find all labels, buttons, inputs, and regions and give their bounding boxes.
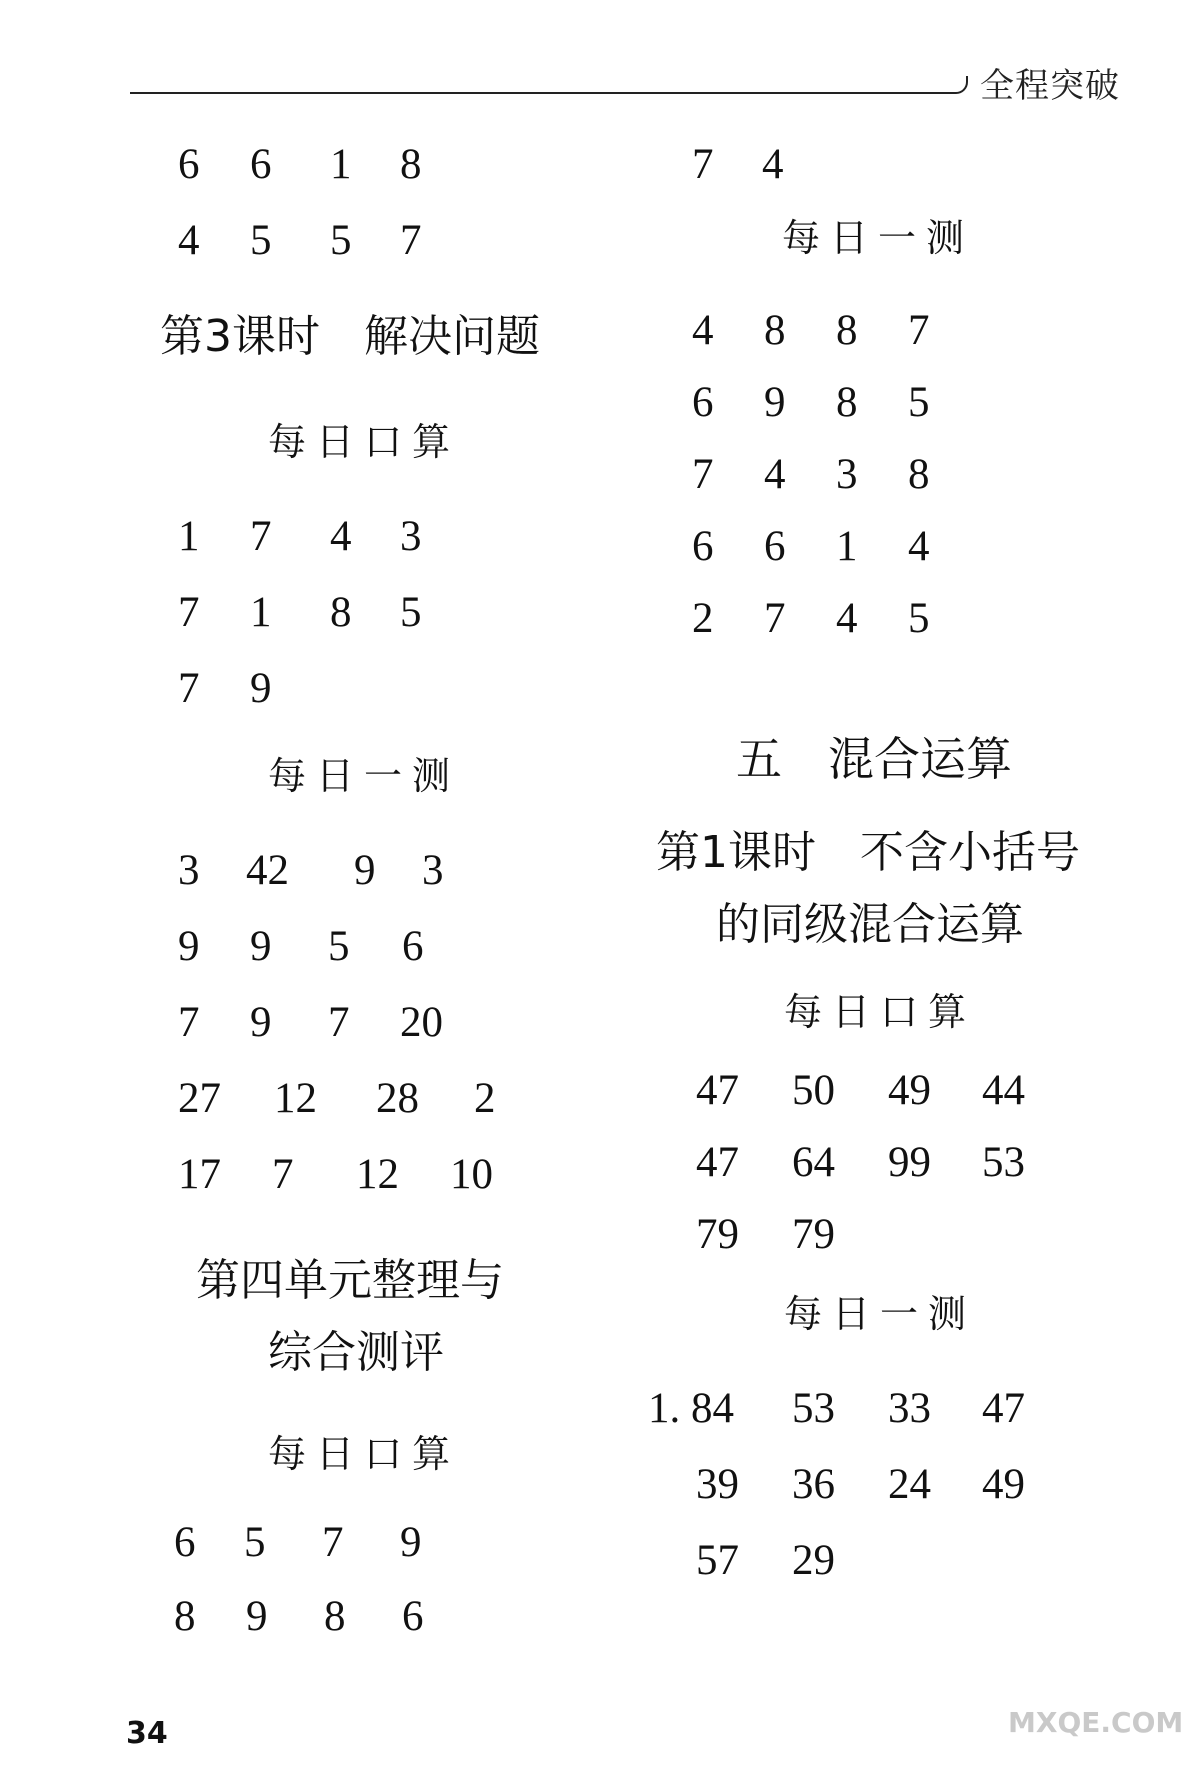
- answer-cell: 7: [322, 1519, 344, 1566]
- answer-row: [178, 1150, 518, 1200]
- answer-cell: 5: [330, 217, 352, 264]
- answer-cell: 49: [888, 1067, 931, 1114]
- answer-cell: 47: [696, 1067, 739, 1114]
- answer-cell: 3: [422, 847, 444, 894]
- answer-cell: 2: [692, 595, 714, 642]
- answer-cell: 5: [328, 923, 350, 970]
- answer-cell: 8: [836, 307, 858, 354]
- answer-row: [692, 450, 1012, 500]
- answer-cell: 7: [692, 141, 714, 188]
- answer-cell: 8: [400, 141, 422, 188]
- answer-row: [692, 522, 1012, 572]
- answer-row: [648, 1384, 1028, 1434]
- answer-cell: 6: [692, 523, 714, 570]
- header-brand: 全程突破: [980, 66, 1120, 106]
- answer-cell: 12: [356, 1151, 399, 1198]
- answer-cell: 4: [836, 595, 858, 642]
- answer-cell: 6: [174, 1519, 196, 1566]
- answer-cell: 7: [272, 1151, 294, 1198]
- answer-cell: 1: [250, 589, 272, 636]
- answer-cell: 53: [982, 1139, 1025, 1186]
- answer-row: [174, 1592, 494, 1642]
- answer-cell: 47: [696, 1139, 739, 1186]
- answer-cell: 4: [330, 513, 352, 560]
- answer-cell: 5: [250, 217, 272, 264]
- answer-cell: 9: [400, 1519, 422, 1566]
- answer-cell: 33: [888, 1385, 931, 1432]
- answer-cell: 5: [908, 595, 930, 642]
- answer-cell: 7: [178, 589, 200, 636]
- answer-row: [692, 306, 1012, 356]
- answer-cell: 4: [692, 307, 714, 354]
- answer-cell: 3: [400, 513, 422, 560]
- unit-title-line-1: 第四单元整理与: [196, 1255, 504, 1306]
- answer-cell: 36: [792, 1461, 835, 1508]
- answer-row: [174, 1518, 494, 1568]
- answer-row: [178, 998, 518, 1048]
- answer-cell: 7: [328, 999, 350, 1046]
- answer-cell: 9: [178, 923, 200, 970]
- answer-cell: 99: [888, 1139, 931, 1186]
- answer-row: [692, 594, 1012, 644]
- answer-cell: 1: [330, 141, 352, 188]
- section-daily-calc: 每日口算: [268, 1432, 461, 1476]
- answer-row: [696, 1210, 1056, 1260]
- answer-cell: 24: [888, 1461, 931, 1508]
- answer-cell: 4: [764, 451, 786, 498]
- answer-cell: 79: [696, 1211, 739, 1258]
- section-daily-calc: 每日口算: [268, 420, 461, 464]
- answer-cell: 5: [908, 379, 930, 426]
- answer-cell: 27: [178, 1075, 221, 1122]
- answer-cell: 8: [330, 589, 352, 636]
- answer-row: [696, 1536, 1056, 1586]
- answer-cell: 6: [402, 1593, 424, 1640]
- answer-cell: 4: [178, 217, 200, 264]
- answer-cell: 7: [178, 999, 200, 1046]
- answer-cell: 28: [376, 1075, 419, 1122]
- answer-row: [696, 1066, 1056, 1116]
- answer-cell: 9: [250, 665, 272, 712]
- answer-cell: 4: [762, 141, 784, 188]
- answer-cell: 8: [836, 379, 858, 426]
- answer-row: [696, 1460, 1056, 1510]
- answer-cell: 4: [908, 523, 930, 570]
- answer-cell: 5: [244, 1519, 266, 1566]
- answer-cell: 5: [400, 589, 422, 636]
- answer-cell: 7: [692, 451, 714, 498]
- answer-cell: 42: [246, 847, 289, 894]
- answer-cell: 6: [692, 379, 714, 426]
- answer-cell: 64: [792, 1139, 835, 1186]
- answer-cell: 6: [178, 141, 200, 188]
- answer-cell: 2: [474, 1075, 496, 1122]
- answer-cell: 1: [836, 523, 858, 570]
- answer-cell: 44: [982, 1067, 1025, 1114]
- answer-cell: 7: [764, 595, 786, 642]
- answer-cell: 9: [250, 923, 272, 970]
- answer-row: [178, 922, 518, 972]
- answer-cell: 8: [174, 1593, 196, 1640]
- answer-cell: 9: [764, 379, 786, 426]
- answer-row: [696, 1138, 1056, 1188]
- answer-cell: 10: [450, 1151, 493, 1198]
- answer-cell: 6: [764, 523, 786, 570]
- answer-cell: 50: [792, 1067, 835, 1114]
- answer-cell: 9: [354, 847, 376, 894]
- answer-row: [692, 378, 1012, 428]
- answer-cell: 8: [324, 1593, 346, 1640]
- answer-cell: 1. 84: [648, 1385, 734, 1432]
- answer-cell: 3: [836, 451, 858, 498]
- header-rule: [130, 92, 956, 94]
- section-daily-test: 每日一测: [784, 1292, 977, 1336]
- answer-cell: 6: [402, 923, 424, 970]
- answer-cell: 6: [250, 141, 272, 188]
- answer-cell: 39: [696, 1461, 739, 1508]
- watermark: MXQE.COM: [1008, 1706, 1184, 1739]
- answer-row: [178, 664, 498, 714]
- answer-row: [178, 1074, 518, 1124]
- answer-row: [178, 588, 498, 638]
- section-daily-test: 每日一测: [268, 754, 461, 798]
- answer-cell: 7: [908, 307, 930, 354]
- answer-cell: 17: [178, 1151, 221, 1198]
- answer-cell: 12: [274, 1075, 317, 1122]
- answer-row: [178, 216, 498, 266]
- answer-cell: 9: [246, 1593, 268, 1640]
- answer-row: [178, 140, 498, 190]
- answer-cell: 79: [792, 1211, 835, 1258]
- answer-cell: 20: [400, 999, 443, 1046]
- answer-cell: 8: [764, 307, 786, 354]
- answer-cell: 49: [982, 1461, 1025, 1508]
- section-daily-test: 每日一测: [782, 216, 975, 260]
- answer-row: [178, 512, 498, 562]
- answer-cell: 57: [696, 1537, 739, 1584]
- lesson-title-line-2: 的同级混合运算: [716, 899, 1024, 950]
- answer-cell: 1: [178, 513, 200, 560]
- lesson-title-line-1: 第1课时 不含小括号: [656, 827, 1080, 878]
- answer-cell: 7: [178, 665, 200, 712]
- answer-cell: 3: [178, 847, 200, 894]
- header-rule-hook: [952, 76, 968, 94]
- page-number: 34: [126, 1716, 168, 1751]
- answer-cell: 53: [792, 1385, 835, 1432]
- answer-cell: 7: [250, 513, 272, 560]
- answer-row: [178, 846, 518, 896]
- answer-cell: 8: [908, 451, 930, 498]
- section-daily-calc: 每日口算: [784, 990, 977, 1034]
- answer-cell: 29: [792, 1537, 835, 1584]
- lesson-title: 第3课时 解决问题: [160, 311, 540, 362]
- unit-title-line-2: 综合测评: [268, 1327, 444, 1378]
- chapter-title: 五 混合运算: [736, 732, 1012, 786]
- answer-cell: 47: [982, 1385, 1025, 1432]
- answer-cell: 9: [250, 999, 272, 1046]
- answer-cell: 7: [400, 217, 422, 264]
- answer-row: [692, 140, 1012, 190]
